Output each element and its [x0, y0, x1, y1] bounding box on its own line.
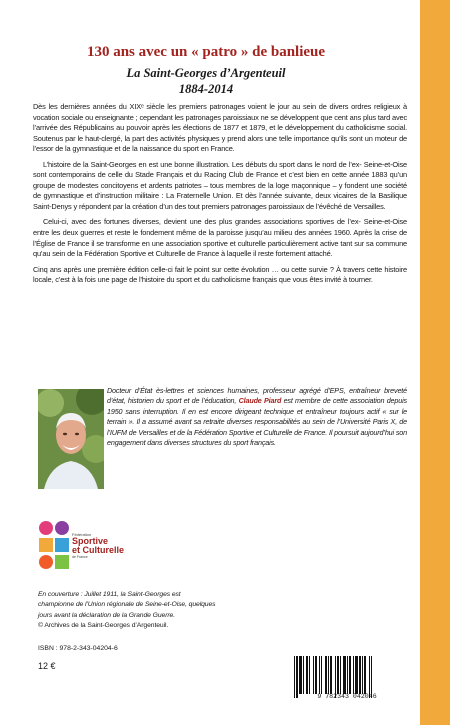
bio-text-before: Docteur d’État ès-lettres et sciences humaines, professeur agrégé d’EPS, entraîneur breveté d’état, historien du sport et de l’éducation, — [107, 386, 407, 406]
book-years: 1884-2014 — [178, 82, 234, 96]
bio-text-after: est membre de cette association depuis 1950 sans interruption. Il en est encore dirigeant technique et entraîneur toujours actif « sur le terrain ». Il a assumé avant sa retraite diverses responsabilités au sein de l’Université Paris X, de l’IUFM de Versailles et de la Fédération Sportive et Culturelle de France. Il poursuit aujourd’hui son engagement dans diverses structures du sport français. — [107, 396, 407, 448]
isbn: ISBN : 978-2-343-04204-6 — [38, 645, 118, 652]
blurb-paragraph-4: Cinq ans après une première édition celle-ci fait le point sur cette évolution … ou cette survie ? À travers cette histoire locale, c’est à la fois une page de l’histoire du sport et du catholicisme français que vous êtes invité à tourner. — [33, 264, 407, 285]
logo-culturelle: et Culturelle — [72, 545, 125, 555]
logo-federation: Fédération — [72, 532, 92, 537]
book-subtitle: La Saint-Georges d’Argenteuil — [126, 66, 286, 80]
author-bio — [107, 386, 407, 448]
cover-caption: En couverture : Juillet 1911, la Saint-Georges est championne de l’Union régionale de Seine-et-Oise, quelques jours avant la déclaration de la Grande Guerre. — [38, 591, 216, 619]
book-title: 130 ans avec un « patro » de banlieue — [86, 44, 326, 60]
barcode-digits: 9 782343 042046 — [317, 693, 377, 700]
fscf-logo-mark-icon — [38, 520, 72, 570]
spine-band — [420, 0, 450, 725]
blurb-paragraph-3: Celui-ci, avec des fortunes diverses, devient une des plus grandes associations sportives de l’ex- Seine-et-Oise entre les deux guerres et reste le fondement même de la paroisse jusqu’au milieu des années 1960. Après la crise de l’Église de France il se transforme en une association sportive et culturelle particulièrement active tant sur sa commune qu’au sein de la Fédération Sportive et Culturelle de France à laquelle il reste fortement attaché. — [33, 217, 407, 259]
logo-de-france: de France — [72, 555, 88, 559]
blurb — [33, 102, 407, 291]
author-name: Claude Piard — [238, 396, 282, 406]
cover-rights: © Archives de la Saint-Georges d’Argenteuil. — [38, 621, 169, 629]
blurb-paragraph-1: Dès les dernières années du XIXᵉ siècle les premiers patronages voient le jour au sein de divers ordres religieux à vocation sociale ou enseignante ; cependant les patronages paroissiaux ne se développent que cent ans plus tard avec l’arrivée des Républicains au pouvoir après les élections de 1877 et 1879, et le développement du catholicisme social. Soutenus par le haut-clergé, la part des activités physiques y prend alors une telle importance qu’ils sont un moteur de l’essor de la gymnastique et de la naissance du sport en France. — [33, 102, 407, 154]
fscf-logo-text — [72, 532, 124, 559]
blurb-paragraph-2: L’histoire de la Saint-Georges en est une bonne illustration. Les débuts du sport dans le nord de l’ex- Seine-et-Oise sont contemporains de celle du Stade Français et du Racing Club de France et c’est bien en cette année 1883 qu’un groupe de modestes concitoyens et ardents patriotes – tous membres de la loge maçonnique – y fondent une société de gymnastique et d’instruction militaire : La Fraternelle Union. Et dès l’année suivante, deux vicaires de la Basilique Saint-Denys y répondent par la création d’un des tout premiers patronages paroissiaux de l’évêché de Versailles. — [33, 159, 407, 211]
logo-sportive: Sportive — [72, 536, 109, 546]
cover-credit — [38, 590, 218, 631]
author-photo — [38, 389, 104, 489]
price: 12 € — [38, 661, 56, 671]
